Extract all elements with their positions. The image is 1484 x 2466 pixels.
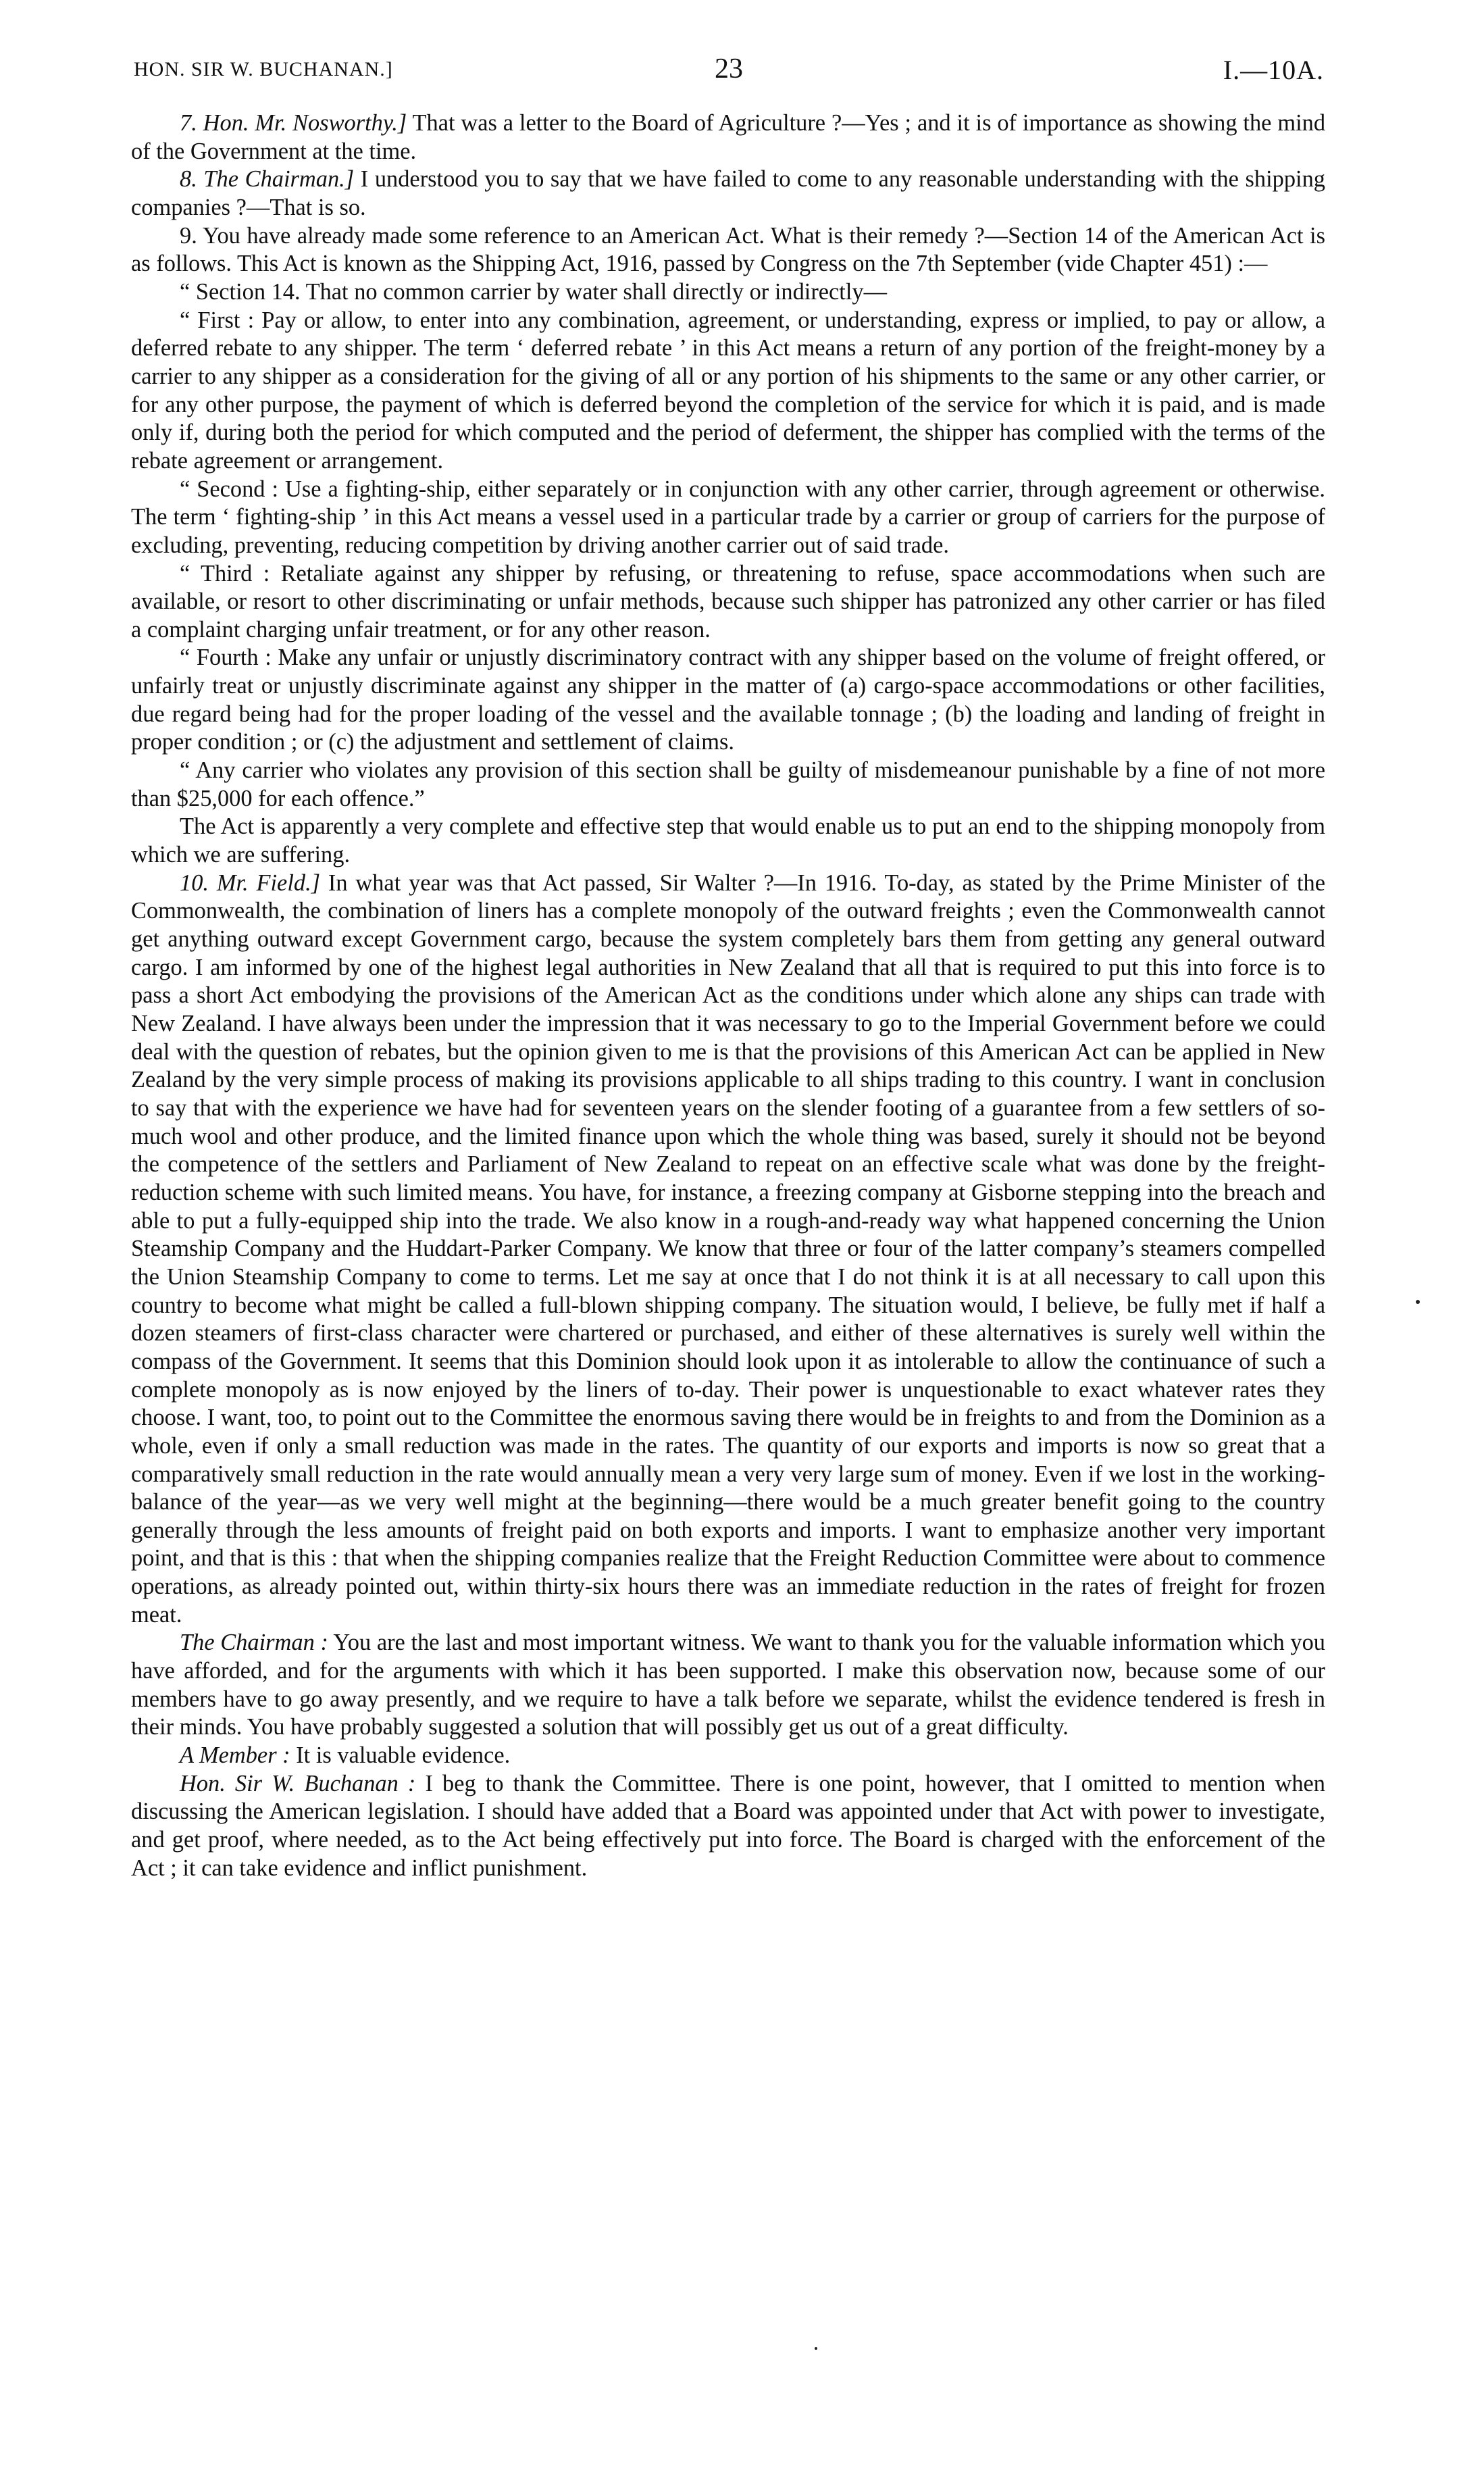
paragraph-text: It is valuable evidence. (290, 1742, 511, 1769)
speaker-label: 7. Hon. Mr. Nosworthy.] (180, 110, 407, 136)
quote-fourth (131, 644, 1325, 757)
page-number: 23 (715, 53, 743, 84)
paragraph-act-summary (131, 813, 1325, 869)
speaker-label: 10. Mr. Field.] (180, 870, 321, 896)
paragraph-text: 9. You have already made some reference to an American Act. What is their remedy ?—Section 14 of the American Act is as follows. This Act is known as the Shipping Act, 1916, passed by Congress on the 7th September (vide Chapter 451) :— (131, 222, 1325, 277)
paragraph-text: You are the last and most important witness. We want to thank you for the valuable information which you have afforded, and for the arguments with which it has been supported. I make this observation now, because some of our members have to go away presently, and we require to have a talk before we separate, whilst the evidence tendered is fresh in their minds. You have probably suggested a solution that will possibly get us out of a great difficulty. (131, 1630, 1325, 1740)
paragraph-text: “ First : Pay or allow, to enter into any combination, agreement, or understanding, express or implied, to pay or allow, a deferred rebate to any shipper. The term ‘ deferred rebate ’ in this Act means a return of any portion of the freight-money by a carrier to any shipper as a consideration for the giving of all or any portion of his shipments to the same or any other carrier, or for any other purpose, the payment of which is deferred beyond the completion of the service for which it is paid, and is made only if, during both the period for which computed and the period of deferment, the shipper has complied with the terms of the rebate agreement or arrangement. (131, 307, 1325, 474)
quote-second (131, 476, 1325, 560)
running-head: HON. SIR W. BUCHANAN.] (134, 58, 393, 80)
document-reference: I.—10A. (1223, 55, 1324, 85)
paragraph-text: In what year was that Act passed, Sir Walter ?—In 1916. To-day, as stated by the Prime Minister of the Commonwealth, the combination of liners has a complete monopoly of the outward freights ; even the Commonwealth cannot get anything outward except Government cargo, because the system completely bars them from getting any general outward cargo. I am informed by one of the highest legal authorities in New Zealand that all that is required to put this into force is to pass a short Act embodying the provisions of the American Act as the conditions under which alone any ships can trade with New Zealand. I have always been under the impression that it was necessary to go to the Imperial Government before we could deal with the question of rebates, but the opinion given to me is that the provisions of this American Act can be applied in New Zealand by the very simple process of making its provisions applicable to all ships trading to this country. I want in conclusion to say that with the experience we have had for seventeen years on the slender footing of a guarantee from a few settlers of so-much wool and other produce, and the limited finance upon which the whole thing was based, surely it should not be beyond the competence of the settlers and Parliament of New Zealand to repeat on an effective scale what was done by the freight-reduction scheme with such limited means. You have, for instance, a freezing company at Gisborne stepping into the breach and able to put a fully-equipped ship into the trade. We also know in a rough-and-ready way what happened concerning the Union Steamship Company and the Huddart-Parker Company. We know that three or four of the latter company’s steamers compelled the Union Steamship Company to come to terms. Let me say at once that I do not think it is at all necessary to call upon this country to become what might be called a full-blown shipping company. The situation would, I believe, be fully met if half a dozen steamers of first-class character were chartered or purchased, and either of these alternatives is surely well within the compass of the Government. It seems that this Dominion should look upon it as intolerable to allow the continuance of such a complete monopoly as is now enjoyed by the liners of to-day. Their power is unquestionable to exact whatever rates they choose. I want, too, to point out to the Committee the enormous saving there would be in freights to and from the Dominion as a whole, even if only a small reduction was made in the rates. The quantity of our exports and imports is now so great that a comparatively small reduction in the rate would annually mean a very very large sum of money. Even if we lost in the working-balance of the year—as we very well might at the beginning—there would be a much greater benefit going to the country generally through the less amounts of freight paid on both exports and imports. I want to emphasize another very important point, and that is this : that when the shipping companies realize that the Freight Reduction Committee were about to commence operations, as already pointed out, within thirty-six hours there was an immediate reduction in the rates of freight for frozen meat. (131, 870, 1325, 1628)
paragraph-text: “ Second : Use a fighting-ship, either separately or in conjunction with any other carrier, through agreement or otherwise. The term ‘ fighting-ship ’ in this Act means a vessel used in a particular trade by a carrier or group of carriers for the purpose of excluding, preventing, reducing competition by driving another carrier out of said trade. (131, 476, 1325, 558)
paragraph-text: “ Fourth : Make any unfair or unjustly discriminatory contract with any shipper based on the volume of freight offered, or unfairly treat or unjustly discriminate against any shipper in the matter of (a) cargo-space accommodations or other facilities, due regard being had for the proper loading of the vessel and the available tonnage ; (b) the loading and landing of freight in proper condition ; or (c) the adjustment and settlement of claims. (131, 645, 1325, 755)
quote-penalty (131, 757, 1325, 813)
paragraph-text: That was a letter to the Board of Agriculture ?—Yes ; and it is of importance as showing the mind of the Government at the time. (131, 110, 1326, 164)
quote-section-14 (131, 278, 1325, 307)
paragraph-text: The Act is apparently a very complete and effective step that would enable us to put an end to the shipping monopoly from which we are suffering. (131, 813, 1325, 868)
speaker-label: Hon. Sir W. Buchanan : (180, 1770, 416, 1796)
paragraph-10 (131, 870, 1325, 1630)
paragraph-text: “ Section 14. That no common carrier by water shall directly or indirectly— (180, 278, 887, 305)
body-text (131, 109, 1325, 1882)
ink-speck (815, 2347, 817, 2350)
quote-third (131, 560, 1325, 645)
paragraph-chairman (131, 1629, 1325, 1742)
quote-first (131, 307, 1325, 476)
page-header (134, 53, 1324, 93)
paragraph-buchanan (131, 1770, 1325, 1883)
paragraph-9 (131, 222, 1325, 278)
paragraph-text: “ Third : Retaliate against any shipper by refusing, or threatening to refuse, space accommodations when such are available, or resort to other discriminating or unfair methods, because such shipper has patronized any other carrier or has filed a complaint charging unfair treatment, or for any other reason. (131, 560, 1325, 643)
paragraph-text: “ Any carrier who violates any provision of this section shall be guilty of misdemeanour punishable by a fine of not more than $25,000 for each offence.” (131, 757, 1325, 811)
paragraph-text: I beg to thank the Committee. There is one point, however, that I omitted to mention when discussing the American legislation. I should have added that a Board was appointed under that Act with power to investigate, and get proof, where needed, as to the Act being effectively put into force. The Board is charged with the enforcement of the Act ; it can take evidence and inflict punishment. (131, 1770, 1325, 1881)
paragraph-member (131, 1742, 1325, 1770)
speaker-label: 8. The Chairman.] (180, 166, 355, 193)
speaker-label: The Chairman : (180, 1630, 328, 1656)
speaker-label: A Member : (180, 1742, 290, 1769)
ink-speck (1416, 1300, 1420, 1304)
paragraph-7 (131, 109, 1325, 166)
paragraph-8 (131, 166, 1325, 222)
paragraph-text: I understood you to say that we have failed to come to any reasonable understanding with the shipping companies ?—That is so. (131, 166, 1325, 220)
